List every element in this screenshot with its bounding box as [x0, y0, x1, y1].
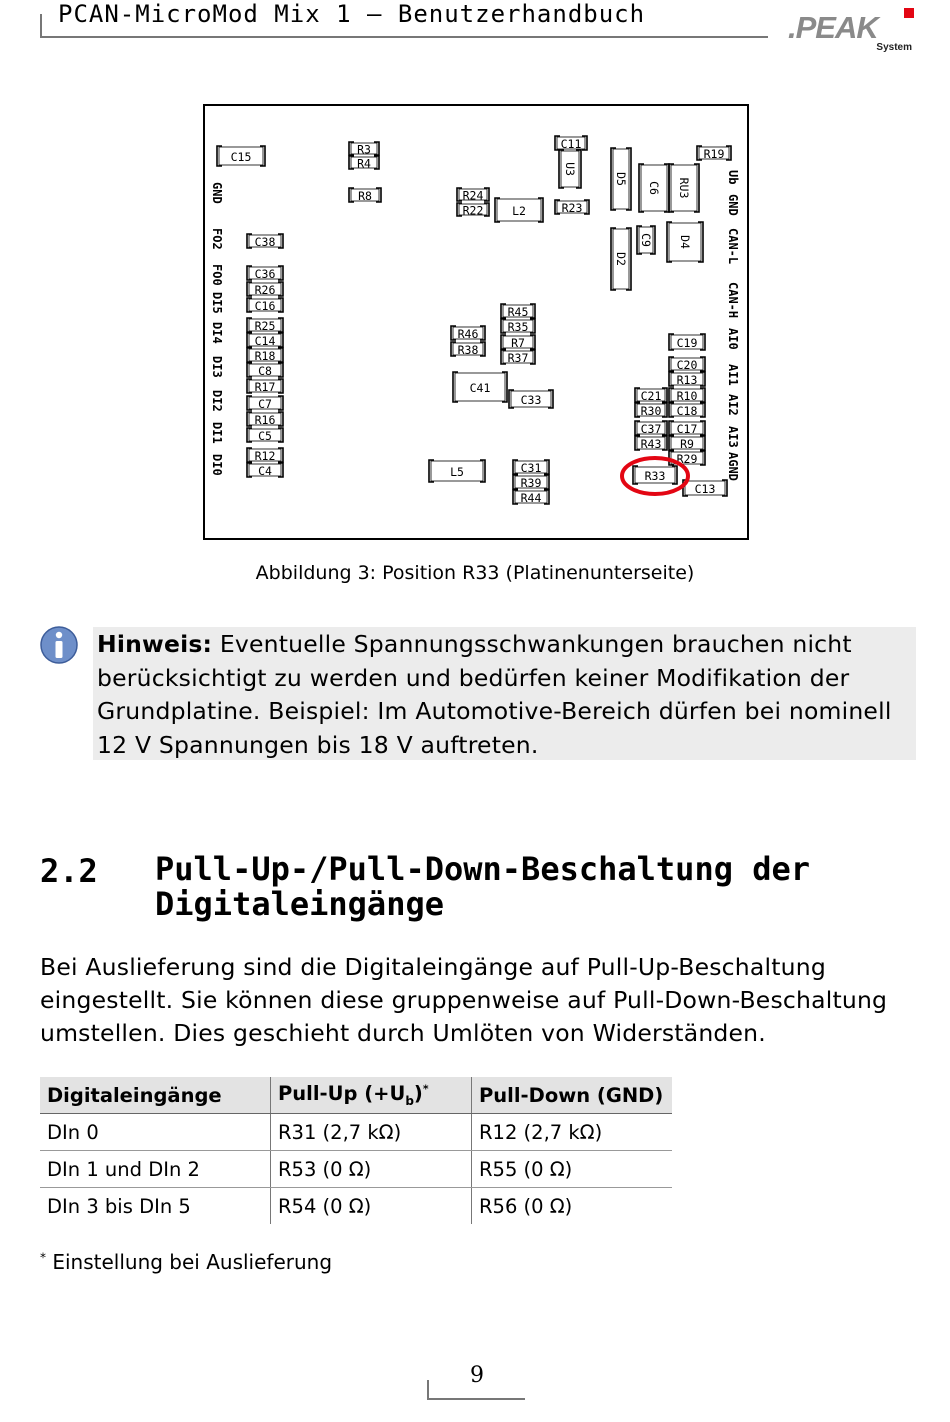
svg-text:R25: R25: [254, 319, 276, 333]
svg-text:C17: C17: [676, 422, 698, 436]
svg-text:C13: C13: [694, 482, 716, 496]
svg-text:C4: C4: [258, 464, 272, 478]
cell-pull-down: R55 (0 Ω): [472, 1151, 673, 1188]
svg-text:R45: R45: [507, 305, 529, 319]
svg-text:C5: C5: [258, 429, 272, 443]
svg-text:D5: D5: [614, 172, 628, 186]
svg-text:R29: R29: [676, 452, 698, 466]
svg-text:R38: R38: [457, 343, 479, 357]
table-header-row: [40, 1077, 672, 1114]
pin-label-left: DI0: [210, 454, 224, 476]
pin-label-right: AI3: [726, 426, 740, 448]
svg-text:R16: R16: [254, 413, 276, 427]
section-title: Pull-Up-/Pull-Down-Beschaltung der Digitaleingänge: [155, 850, 811, 923]
pin-label-right: AGND: [726, 452, 740, 481]
svg-text:R8: R8: [358, 189, 372, 203]
svg-text:D4: D4: [678, 235, 692, 249]
svg-text:R39: R39: [520, 476, 542, 490]
svg-text:C14: C14: [254, 334, 276, 348]
svg-text:C20: C20: [676, 358, 698, 372]
footer-rule-left: [427, 1380, 429, 1400]
cell-pull-down: R56 (0 Ω): [472, 1188, 673, 1225]
header-pull-up: Pull-Up $(+U_b)^*$: [271, 1077, 472, 1114]
svg-text:R24: R24: [462, 188, 484, 203]
pin-label-left: FO2: [210, 228, 224, 250]
section-body: Bei Auslieferung sind die Digitaleingänge auf Pull-Up-Beschaltung eingestellt. Sie können diese gruppenweise auf Pull-Down-Beschaltung umstellen. Dies geschieht durch Umlöten von Widerständen.: [40, 953, 888, 1047]
svg-text:R26: R26: [254, 283, 276, 297]
cell-input: DIn 0: [40, 1114, 271, 1151]
svg-text:R13: R13: [676, 373, 698, 387]
svg-text:C37: C37: [640, 422, 662, 436]
header-pull-down: Pull-Down (GND): [472, 1077, 673, 1114]
pin-label-right: AI1: [726, 364, 740, 386]
svg-text:C15: C15: [230, 150, 252, 164]
header-title: PCAN-MicroMod Mix 1 – Benutzerhandbuch: [58, 0, 646, 28]
cell-pull-up: R53 (0 Ω): [271, 1151, 472, 1188]
svg-text:R30: R30: [640, 404, 662, 418]
svg-text:R3: R3: [357, 142, 371, 157]
pin-label-right: Ub: [726, 170, 740, 185]
pin-label-left: DI3: [210, 356, 224, 378]
page-number: 9: [470, 1363, 484, 1388]
table-row: [40, 1114, 672, 1151]
svg-text:L5: L5: [450, 465, 464, 479]
header-rule: [40, 36, 768, 38]
pin-label-left: GND: [210, 182, 224, 204]
svg-text:R4: R4: [357, 156, 371, 171]
pin-label-right: AI0: [726, 328, 740, 350]
cell-pull-up: R31 (2,7 kΩ): [271, 1114, 472, 1151]
svg-text:C11: C11: [560, 137, 582, 151]
svg-text:R43: R43: [640, 437, 662, 451]
svg-text:C18: C18: [676, 404, 698, 418]
footnote-text: Einstellung bei Auslieferung: [46, 1250, 333, 1274]
svg-text:R37: R37: [507, 351, 529, 365]
pin-label-left: DI4: [210, 322, 224, 344]
svg-text:C16: C16: [254, 299, 276, 313]
svg-text:C41: C41: [469, 381, 491, 395]
pin-label-left: DI5: [210, 292, 224, 314]
svg-text:R12: R12: [254, 449, 276, 463]
svg-text:C6: C6: [647, 181, 661, 195]
svg-text:C33: C33: [520, 393, 542, 407]
pin-label-left: DI2: [210, 390, 224, 412]
svg-text:C21: C21: [640, 389, 662, 403]
svg-text:C9: C9: [639, 233, 653, 247]
svg-text:R33: R33: [644, 469, 666, 483]
header-digital-inputs: Digitaleingänge: [40, 1077, 271, 1114]
cell-input: DIn 1 und DIn 2: [40, 1151, 271, 1188]
note-body: Eventuelle Spannungsschwankungen brauchen nicht berücksichtigt zu werden und bedürfen keiner Modifikation der Grundplatine. Beispiel: Im Automotive-Bereich dürfen bei nominell 12 V Spannungen bis 18 V auftreten.: [97, 630, 892, 759]
svg-text:R35: R35: [507, 320, 529, 334]
cell-pull-up: R54 (0 Ω): [271, 1188, 472, 1225]
footnote: [40, 1250, 332, 1274]
svg-text:L2: L2: [512, 204, 526, 218]
table-row: [40, 1151, 672, 1188]
figure-caption: Abbildung 3: Position R33 (Platinenunterseite): [255, 562, 695, 584]
svg-text:C38: C38: [254, 235, 276, 249]
logo-word: .PEAK: [788, 10, 878, 45]
info-icon: [39, 625, 79, 665]
svg-text:R23: R23: [561, 201, 583, 215]
svg-text:C19: C19: [676, 336, 698, 350]
svg-text:R10: R10: [676, 389, 698, 403]
pin-label-left: DI1: [210, 422, 224, 444]
resistor-table: [40, 1077, 672, 1224]
cell-pull-down: R12 (2,7 kΩ): [472, 1114, 673, 1151]
pin-label-right: CAN-L: [726, 228, 740, 265]
svg-text:R18: R18: [254, 349, 276, 363]
footer-rule: [427, 1398, 525, 1400]
pcb-diagram: [203, 104, 749, 540]
header-rule-left: [40, 14, 42, 38]
svg-text:R7: R7: [511, 336, 525, 350]
svg-text:C31: C31: [520, 461, 542, 475]
svg-text:D2: D2: [614, 252, 628, 266]
svg-text:C7: C7: [258, 397, 272, 411]
section-number: 2.2: [40, 852, 98, 890]
svg-text:C36: C36: [254, 267, 276, 281]
pin-label-right: CAN-H: [726, 282, 740, 319]
pin-label-left: FO0: [210, 264, 224, 286]
svg-text:C8: C8: [258, 364, 272, 378]
svg-text:R44: R44: [520, 491, 542, 505]
logo-subtitle: System: [876, 42, 912, 53]
svg-text:R22: R22: [462, 203, 484, 218]
pin-label-right: GND: [726, 194, 740, 216]
svg-text:U3: U3: [563, 162, 577, 176]
svg-text:R17: R17: [254, 380, 276, 394]
svg-text:RU3: RU3: [677, 177, 691, 199]
logo-square: [904, 8, 914, 18]
svg-text:R19: R19: [703, 147, 725, 161]
note-label: Hinweis:: [97, 630, 213, 658]
table-row: [40, 1188, 672, 1225]
cell-input: DIn 3 bis DIn 5: [47, 1194, 191, 1218]
peak-logo: [784, 8, 914, 56]
footnote-mark: *: [40, 1250, 46, 1265]
svg-text:R46: R46: [457, 327, 479, 341]
svg-text:R9: R9: [680, 437, 694, 451]
pin-label-right: AI2: [726, 394, 740, 416]
note-text: [97, 628, 917, 762]
